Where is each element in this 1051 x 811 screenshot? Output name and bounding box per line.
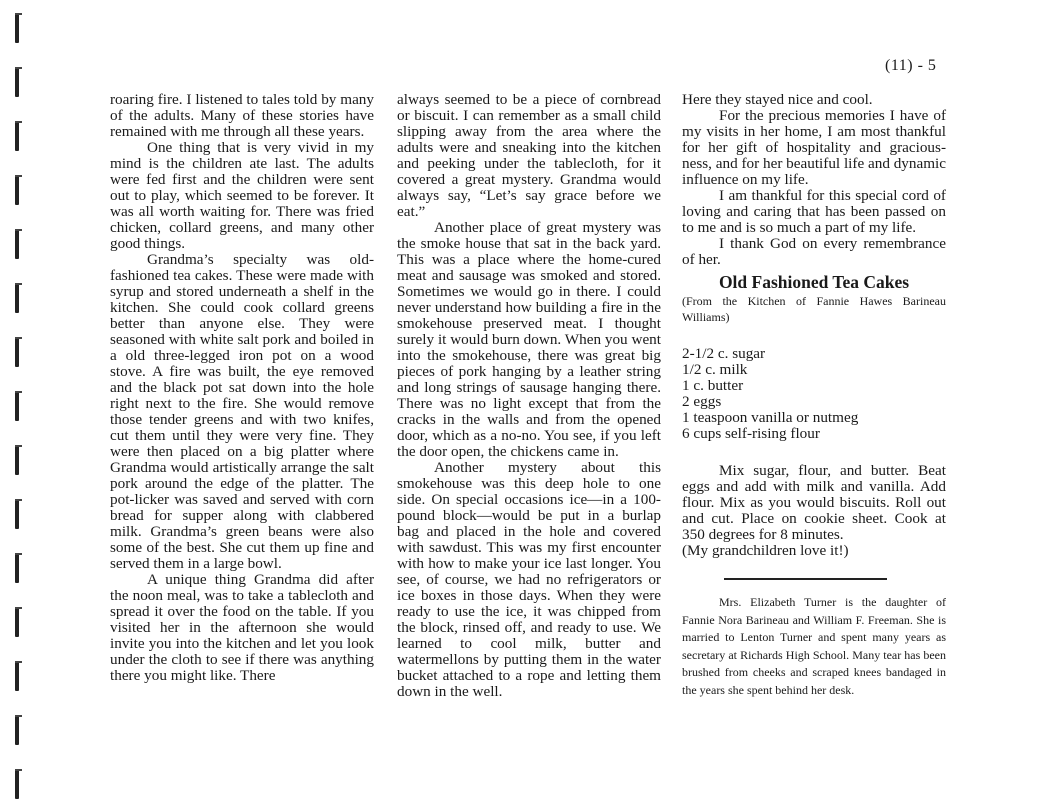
binding-hole-mark	[15, 337, 19, 367]
paragraph: Here they stayed nice and cool.	[682, 91, 873, 108]
column-1	[110, 92, 374, 684]
ingredient-item: 1 c. butter	[682, 377, 744, 394]
binding-hole-mark	[15, 715, 19, 745]
binding-hole-mark	[15, 769, 19, 799]
binding-hole-mark	[15, 283, 19, 313]
paragraph: One thing that is very vivid in my mind is the children ate last. The adults were fed first and the children were sent out to play, which seemed to be forever. It was all worth waiting for. There was fried chicken, collard greens, and many other good things.	[110, 139, 374, 252]
binding-hole-mark	[15, 445, 19, 475]
column-2	[397, 92, 661, 700]
paragraph: Another place of great mystery was the smoke house that sat in the back yard. This was a place where the home-cured meat and sausage was smoked and stored. Sometimes we would go in there. I could never understand how building a fire in the smokehouse preserved meat. I thought surely it would burn down. When you went into the smokehouse, there was great big pieces of pork hanging by a leather string and long strings of sausage hanging there. There was no light except that from the cracks in the walls and from the opened door, which as a no-no. You see, if you left the door open, the chickens came in.	[397, 219, 661, 460]
binding-hole-mark	[15, 661, 19, 691]
paragraph: Grandma’s specialty was old-fashioned tea cakes. These were made with syrup and stored underneath a shelf in the kitchen. She could cook collard greens better than anyone else. They were seasoned with white salt pork and boiled in a old three-legged iron pot on a wood stove. A fire was built, the eye removed and the black pot sat down into the hole right next to the fire. She would remove those tender greens and with two knifes, cut them until they were very fine. They were then placed on a big platter where Grandma would artistically arrange the salt pork around the edge of the platter. The pot-licker was saved and served with corn bread for supper along with clabbered milk. Grandma’s green beans were also some of the best. She cut them up fine and served them in a large bowl.	[110, 251, 374, 572]
recipe-note: (My grandchildren love it!)	[682, 542, 849, 559]
recipe-directions: Mix sugar, flour, and butter. Beat eggs and add with milk and vanilla. Add flour. Mix as you would biscuits. Roll out and cut. Place on cookie sheet. Cook at 350 degrees for 8 minutes.	[682, 462, 946, 543]
recipe-title: Old Fashioned Tea Cakes	[718, 272, 910, 292]
binding-hole-mark	[15, 391, 19, 421]
binding-hole-mark	[15, 67, 19, 97]
paragraph: A unique thing Grandma did after the noon meal, was to take a tablecloth and spread it over the food on the table. If you visited her in the afternoon she would invite you into the kitchen and let you look under the cloth to see if there was anything there you might like. There	[110, 571, 374, 684]
paragraph: I am thankful for this special cord of loving and caring that has been passed on to me and is so much a part of my life.	[682, 187, 946, 236]
ingredient-list	[682, 346, 946, 442]
paragraph: roaring fire. I listened to tales told by many of the adults. Many of these stories have remained with me through all these years.	[110, 91, 374, 140]
ingredient-item: 2 eggs	[682, 393, 722, 410]
paragraph: For the precious memories I have of my visits in her home, I am most thankful for her gift of hospitality and gracious-ness, and for her beautiful life and dynamic influence on my life.	[682, 107, 947, 188]
binding-hole-mark	[15, 13, 19, 43]
ingredient-item: 1 teaspoon vanilla or nutmeg	[682, 409, 859, 426]
binding-hole-mark	[15, 229, 19, 259]
section-divider	[724, 578, 887, 580]
paragraph: always seemed to be a piece of cornbread or biscuit. I can remember as a small child slipping away from the area where the adults were and sneaking into the kitchen and peeking under the tablecloth, for it covered a great mystery. Grandma would always say, “Let’s say grace before we eat.”	[397, 91, 661, 220]
author-bio: Mrs. Elizabeth Turner is the daughter of Fannie Nora Barineau and William F. Freeman. She is married to Lenton Turner and spent many years as secretary at Richards High School. Many tear has been brushed from cheeks and scraped knees bandaged in the years she spent behind her desk.	[682, 595, 946, 697]
binding-hole-mark	[15, 499, 19, 529]
ingredient-item: 2-1/2 c. sugar	[682, 345, 766, 362]
binding-margin	[0, 0, 40, 811]
binding-hole-mark	[15, 607, 19, 637]
page-number: (11) - 5	[885, 57, 937, 74]
paragraph: Another mystery about this smokehouse was this deep hole to one side. On special occasions ice—in a 100-pound block—would be put in a burlap bag and placed in the hole and covered with sawdust. This was my first encounter with how to make your ice last longer. You see, of course, we had no refrigerators or ice boxes in those days. When they were ready to use the ice, it was chipped from the block, rinsed off, and ready to use. We learned to cool milk, butter and watermellons by putting them in the water bucket attached to a rope and letting them down in the well.	[397, 459, 661, 700]
binding-hole-mark	[15, 553, 19, 583]
column-3	[682, 92, 946, 699]
binding-hole-mark	[15, 121, 19, 151]
ingredient-item: 6 cups self-rising flour	[682, 425, 820, 442]
binding-hole-mark	[15, 175, 19, 205]
recipe-source: (From the Kitchen of Fannie Hawes Barineau Williams)	[682, 294, 946, 324]
ingredient-item: 1/2 c. milk	[682, 361, 748, 378]
paragraph: I thank God on every remembrance of her.	[682, 235, 946, 268]
